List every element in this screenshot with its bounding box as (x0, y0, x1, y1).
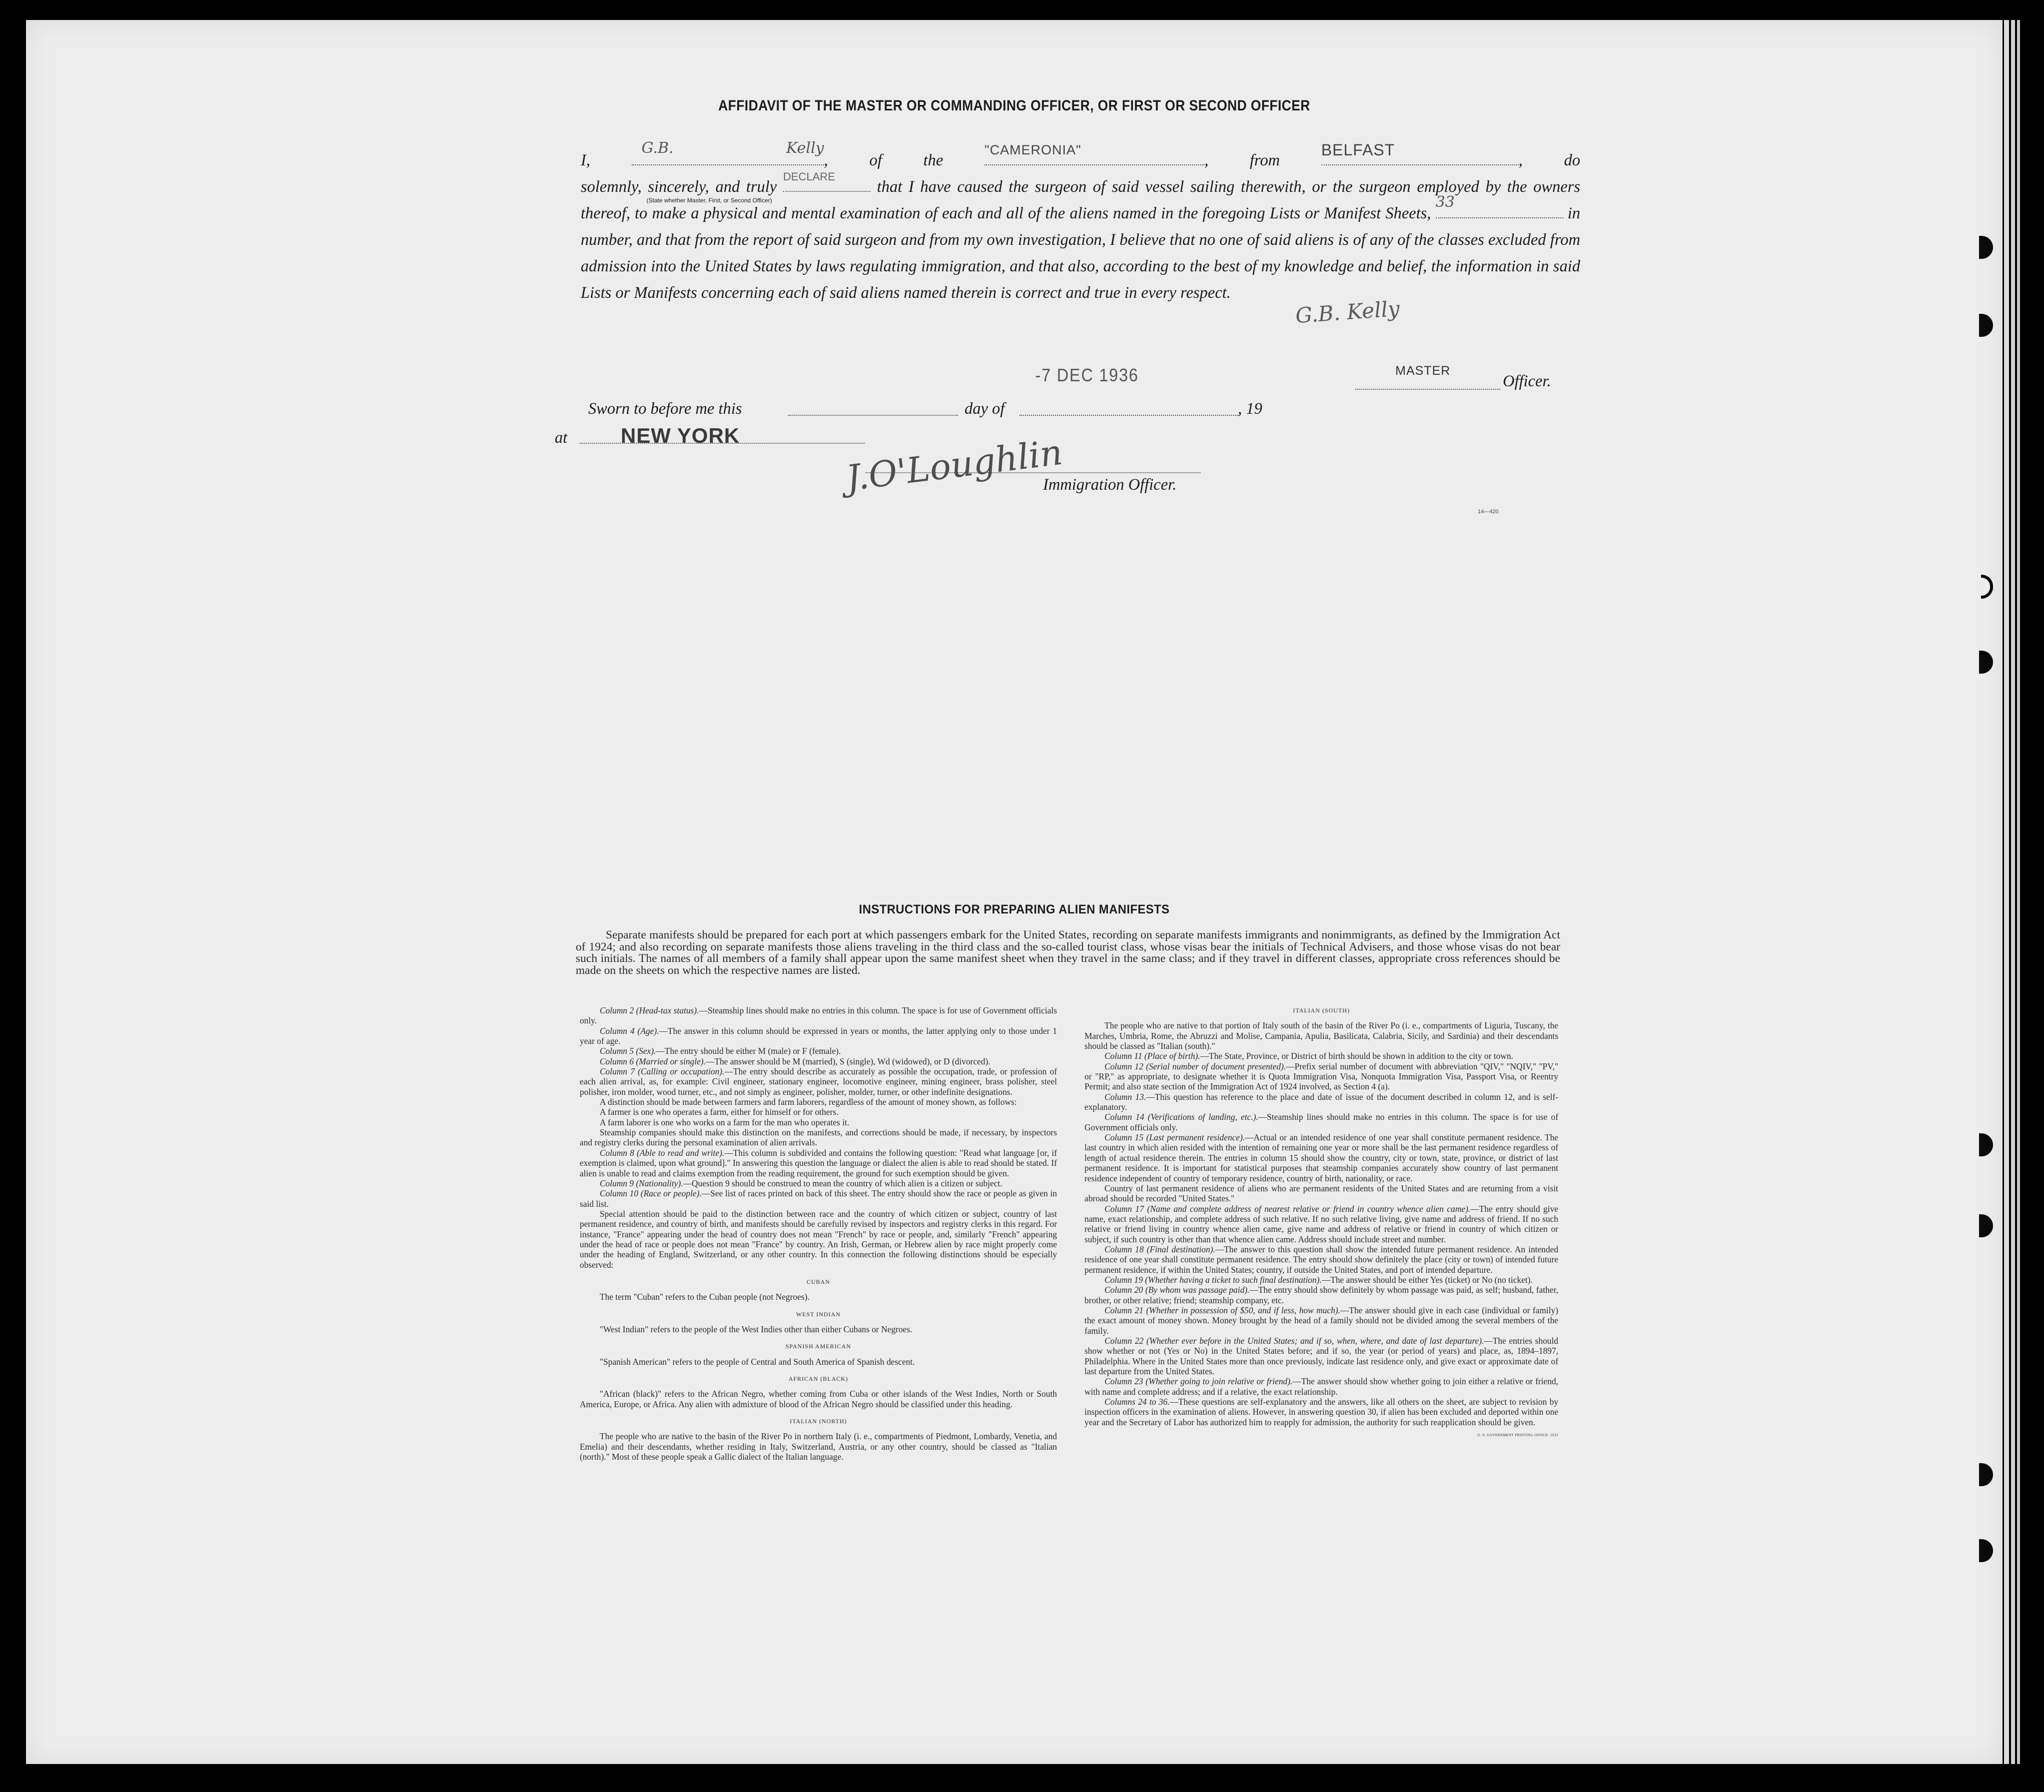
binder-hole (1979, 236, 1993, 259)
port-name: BELFAST (1321, 141, 1395, 159)
vessel-field (984, 142, 1204, 165)
officer-line (1355, 389, 1500, 390)
column-text: Steamship companies should make this distinction on the manifests, and corrections should be made, if necessary, by inspectors and registry clerks during the personal examination of alien arrivals. (580, 1127, 1057, 1148)
form-number: 14—420 (1478, 509, 1499, 515)
instruction-paragraph (580, 1209, 1057, 1270)
column-text: —Steamship lines should make no entries in this column. The space is for use of Government officials only. (580, 1005, 1057, 1026)
sworn-label: Sworn to before me this (588, 400, 742, 418)
i-label: I, (581, 151, 590, 169)
instruction-paragraph (1084, 1204, 1558, 1244)
officer-title: MASTER (1395, 364, 1451, 378)
column-label: Column 21 (Whether in possession of $50, and if less, how much). (1104, 1305, 1340, 1315)
immigration-officer-label: Immigration Officer. (1043, 476, 1177, 494)
immigration-line (866, 472, 1200, 473)
date-stamp: -7 DEC 1936 (1035, 365, 1139, 385)
column-label: Column 22 (Whether ever before in the United States; and if so, when, where, and date of last departure). (1104, 1336, 1484, 1346)
column-text: A distinction should be made between farmers and farm laborers, regardless of the amount of money shown, as follows: (600, 1097, 1017, 1107)
instruction-paragraph (580, 1005, 1057, 1026)
column-text: —The answer in this column should be expressed in years or months, the latter applying only to those under 1 year of age. (580, 1025, 1057, 1046)
definition-text: "African (black)" refers to the African Negro, whether coming from Cuba or other islands of the West Indies, North or South America, Europe, or Africa. Any alien with admixture of blood of the African Negro should be classified under this heading. (580, 1389, 1057, 1409)
definition-text: The term "Cuban" refers to the Cuban people (not Negroes). (600, 1292, 810, 1302)
instruction-paragraph (580, 1127, 1057, 1148)
instruction-paragraph (580, 1188, 1057, 1209)
sheets-count: 33 (1435, 193, 1455, 211)
column-text: —The entry should be either M (male) or F (female). (656, 1046, 841, 1056)
definition-heading: SPANISH AMERICAN (785, 1343, 852, 1350)
place-name: NEW YORK (621, 424, 740, 447)
of-the-label: , of the (824, 151, 944, 169)
master-name-handwritten: G.B. Kelly (641, 139, 824, 157)
column-label: Column 18 (Final destination). (1104, 1244, 1215, 1254)
definition-heading: AFRICAN (BLACK) (788, 1375, 849, 1382)
printer-imprint: U. S. GOVERNMENT PRINTING OFFICE: 1933 (1477, 1433, 1558, 1438)
from-label: , from (1204, 151, 1280, 169)
affidavit-title: AFFIDAVIT OF THE MASTER OR COMMANDING OFFICER, OR FIRST OR SECOND OFFICER (718, 97, 1310, 114)
year-label: , 19 (1238, 400, 1262, 418)
column-label: Column 8 (Able to read and write). (600, 1147, 725, 1158)
column-label: Column 6 (Married or single). (600, 1056, 706, 1066)
declaration-text-2: in number, and that from the report of said surgeon and from my own investigation, I believe that no one of said aliens is of any of the classes excluded from admission into the United States by laws regulating immigration, and that also, according to the best of my knowledge and belief, the information in said Lists or Manifests concerning each of said aliens named therein is correct and true in every respect. (581, 204, 1581, 302)
instruction-paragraph (1084, 1132, 1558, 1183)
page-edge (2017, 20, 2020, 1764)
column-text: —The answer should be M (married), S (single), Wd (widowed), or D (divorced). (706, 1056, 991, 1066)
instruction-paragraph (580, 1026, 1057, 1046)
column-text: —Prefix serial number of document with abbreviation "QIV," "NQIV," "PV," or "RP," as appropriate, to designate whether it is Quota Immigration Visa, Nonquota Immigration Visa, Passport Visa, or Reentry Permit; and also state section of the Immigration Act of 1924 involved, as Section 4 (a). (1084, 1061, 1558, 1092)
immigration-officer-signature: J.O'Loughlin (844, 431, 1065, 499)
instruction-paragraph (1084, 1336, 1558, 1376)
day-field (788, 415, 958, 416)
column-text: —The entry should show definitely by whom passage was paid, as self; husband, father, brother, or other relative; friend; steamship company, etc. (1084, 1285, 1559, 1305)
instruction-paragraph (580, 1097, 1057, 1107)
declare-word: DECLARE (783, 170, 835, 183)
column-label: Column 20 (By whom was passage paid). (1104, 1285, 1250, 1295)
declaration-text: that I have caused the surgeon of said vessel sailing therewith, or the surgeon employed by the owners thereof, to make a physical and mental examination of each and all of the aliens named in the foregoing Lists or Manifest Sheets, (581, 178, 1581, 222)
column-label: Columns 24 to 36. (1104, 1397, 1170, 1407)
column-label: Column 23 (Whether going to join relative or friend). (1104, 1376, 1293, 1387)
definition-heading: WEST INDIAN (796, 1310, 841, 1318)
instruction-paragraph (1084, 1244, 1558, 1275)
binder-hole (1979, 1133, 1993, 1156)
instruction-paragraph (1084, 1183, 1558, 1204)
column-label: Column 9 (Nationality). (600, 1178, 683, 1188)
manifest-page (26, 20, 2003, 1764)
page-edge (2004, 20, 2009, 1764)
instruction-paragraph (580, 1046, 1057, 1056)
instruction-paragraph (580, 1107, 1057, 1117)
do-label: , do (1518, 151, 1581, 169)
page-edge (2011, 20, 2015, 1764)
column-label: Column 11 (Place of birth). (1104, 1051, 1200, 1061)
instruction-paragraph (1084, 1397, 1558, 1438)
column-text: —The answer should give in each case (individual or family) the exact amount of money shown. Money brought by the head of a family should not be divided among the several members of the family. (1084, 1305, 1558, 1336)
column-label: Column 5 (Sex). (600, 1046, 656, 1056)
instruction-paragraph (1084, 1112, 1558, 1132)
column-text: —The entries should show whether or not (Yes or No) in the United States before; and if so, the year (or period of years) and place, as, 1894–1897, Philadelphia. Where in the United States more than once previously, indicate last residence only, and give exact or approximate date of last departure from the United States. (1084, 1336, 1559, 1377)
binder-hole (1979, 314, 1993, 337)
column-text: Country of last permanent residence of aliens who are permanent residents of the United States and are returning from a visit abroad should be recorded "United States." (1084, 1183, 1558, 1204)
italian-south-heading: ITALIAN (SOUTH) (1293, 1007, 1350, 1014)
solemnly-text: solemnly, sincerely, and truly (581, 178, 777, 196)
at-label: at (555, 429, 568, 447)
column-text: —Steamship lines should make no entries in this column. The space is for use of Government officials only. (1084, 1112, 1558, 1132)
column-text: —The answer should be either Yes (ticket) or No (no ticket). (1321, 1274, 1533, 1285)
declare-field (783, 170, 871, 192)
instruction-paragraph (1084, 1305, 1558, 1336)
officer-label: Officer. (1503, 372, 1551, 390)
column-text: —The State, Province, or District of birth should be shown in addition to the city or town. (1200, 1051, 1513, 1061)
instruction-paragraph (580, 1148, 1057, 1178)
column-label: Column 19 (Whether having a ticket to such final destination). (1104, 1274, 1322, 1285)
definition-heading: ITALIAN (NORTH) (790, 1418, 847, 1425)
instruction-paragraph (580, 1056, 1057, 1066)
column-label: Column 2 (Head-tax status). (600, 1005, 699, 1015)
column-label: Column 15 (Last permanent residence). (1104, 1132, 1245, 1143)
column-label: Column 14 (Verifications of landing, etc.). (1104, 1112, 1258, 1122)
column-text: A farm laborer is one who works on a farm for the man who operates it. (600, 1117, 850, 1127)
binder-hole (1979, 651, 1993, 674)
binder-hole (1979, 1463, 1993, 1486)
column-label: Column 10 (Race or people). (600, 1188, 702, 1199)
column-text: —The answer to this question shall show the intended future permanent residence. An intended residence of one year shall constitute permanent residence. The entry should show definitely the place (city or town) of intended future permanent residence, if within the United States; country, if outside the United States, and port of intended departure. (1084, 1244, 1558, 1275)
column-text: The people who are native to that portion of Italy south of the basin of the River Po (i. e., compartments of Liguria, Tuscany, the Marches, Umbria, Rome, the Abruzzi and Molise, Campania, Apulia, Basilicata, Calabria, Sicily, and Sardinia) and their descendants should be classed as "Italian (south)." (1084, 1020, 1558, 1051)
column-text: —This question has reference to the place and date of issue of the document described in column 12, and is self-explanatory. (1084, 1091, 1558, 1112)
definition-text: "West Indian" refers to the people of the West Indies other than either Cubans or Negroes. (600, 1324, 913, 1334)
instruction-paragraph (1084, 1061, 1558, 1092)
instruction-paragraph (1084, 1376, 1558, 1397)
binder-hole (1979, 1214, 1993, 1237)
column-label: Column 13. (1104, 1091, 1146, 1102)
instruction-paragraph (580, 1066, 1057, 1097)
definition-text: "Spanish American" refers to the people of Central and South America of Spanish descent. (600, 1356, 915, 1367)
month-field (1020, 415, 1239, 416)
day-of-label: day of (965, 400, 1005, 418)
column-text: —The answer should show whether going to join either a relative or friend, with name and complete address; and if a relative, the exact relationship. (1084, 1376, 1558, 1397)
column-text: —These questions are self-explanatory and the answers, like all others on the sheet, are subject to revision by inspection officers in the examination of aliens. However, in answering question 30, if alien has been excluded and deported within one year and the Secretary of Labor has authorized him to reapply for admission, the authority for such reapplication should be given. (1084, 1397, 1558, 1427)
instruction-paragraph (580, 1117, 1057, 1127)
port-field (1321, 141, 1519, 165)
column-label: Column 7 (Calling or occupation). (600, 1066, 725, 1077)
instructions-intro: Separate manifests should be prepared for each port at which passengers embark for the United States, recording on separate manifests immigrants and nonimmigrants, as defined by the Immigration Act of 1924; and also recording on separate manifests those aliens traveling in the third class and the so-called tourist class, whose visas bear the initials of Technical Advisers, and those whose visas do not bear such initials. The names of all members of a family shall appear upon the same manifest sheet when they travel in the same class; and if they travel in different classes, appropriate cross references should be made on the sheets on which the respective names are listed. (576, 928, 1560, 977)
column-text: —See list of races printed on back of this sheet. The entry should show the race or people as given in said list. (580, 1188, 1057, 1209)
definition-text: The people who are native to the basin of the River Po in northern Italy (i. e., compartments of Piedmont, Lombardy, Venetia, and Emelia) and their descendants, whether residing in Italy, Switzerland, Austria, or any other country, should be classed as "Italian (north)." Most of these people speak a Gallic dialect of the Italian language. (580, 1431, 1057, 1462)
column-label: Column 4 (Age). (600, 1025, 659, 1036)
master-signature: G.B. Kelly (1294, 296, 1401, 328)
column-text: —The entry should describe as accurately as possible the occupation, trade, or profession of each alien arrival, as, for example: Civil engineer, stationary engineer, locomotive engineer, mining engineer, brass polisher, steel polisher, iron molder, wood turner, etc., and not simply as engineer, polisher, molder, turner, or other indefinite designations. (580, 1066, 1057, 1097)
column-label: Column 17 (Name and complete address of nearest relative or friend in country whence alien came). (1104, 1203, 1471, 1214)
column-text: A farmer is one who operates a farm, either for himself or for others. (600, 1107, 839, 1117)
column-text: —Actual or an intended residence of one year shall constitute permanent residence. The last country in which alien resided with the intention of remaining one year or more shall be the last permanent residence regardless of length of actual residence therein. The entries in column 15 should show the country, city or town, state, province, or district of last permanent residence. It is important for statistical purposes that steamship companies accurately show country of last permanent residence independent of country of temporary residence, country of birth, nationality, or race. (1084, 1132, 1558, 1183)
column-text: —The entry should give name, exact relationship, and complete address of such relative. If no such relative living, give name and address of friend. If no such relative or friend living in country whence alien came, give name and address of relative or friend in country of which citizen or subject, if such country is other than that whence alien came. Address should include street and number. (1084, 1203, 1558, 1244)
instructions-title: INSTRUCTIONS FOR PREPARING ALIEN MANIFESTS (859, 902, 1170, 916)
column-label: Column 12 (Serial number of document presented). (1104, 1061, 1286, 1071)
instruction-paragraph (1084, 1285, 1558, 1305)
definition-heading: CUBAN (806, 1278, 830, 1285)
binder-hole (1981, 575, 1993, 599)
vessel-name: "CAMERONIA" (984, 142, 1081, 157)
instruction-paragraph (580, 1178, 1057, 1188)
column-text: —Question 9 should be construed to mean the country of which alien is a citizen or subject. (683, 1178, 1003, 1188)
name-note: (State whether Master, First, or Second Officer) (646, 197, 772, 204)
column-text: —This column is subdivided and contains the following question: "Read what language [or, if exemption is claimed, upon what ground]." In answering this question the language or dialect the alien is able to read should be stated. If alien is unable to read and claims exemption from the reading requirement, the ground for such exemption should be given. (580, 1147, 1057, 1178)
instructions-left-column (580, 1005, 1057, 1462)
instruction-paragraph (1084, 1275, 1558, 1285)
instruction-paragraph (1084, 1020, 1558, 1051)
instructions-right-column (1084, 1005, 1558, 1440)
affidavit-body (581, 139, 1581, 306)
instruction-paragraph (1084, 1051, 1558, 1061)
binder-hole (1979, 1539, 1993, 1562)
instruction-paragraph (1084, 1092, 1558, 1112)
column-text: Special attention should be paid to the distinction between race and the country of which citizen or subject, country of last permanent residence, and country of birth, and manifests should be carefully revised by inspectors and registry clerks in this regard. For instance, "France" appearing under the head of country does not mean "French" by race or people, and, similarly "French" appearing under the head of race or people does not mean "France" by country. An Irish, German, or Hebrew alien by race might properly come under the heading of England, Switzerland, or any other country. In this connection the following distinctions should be especially observed: (580, 1208, 1057, 1270)
sheets-field (1435, 193, 1563, 218)
